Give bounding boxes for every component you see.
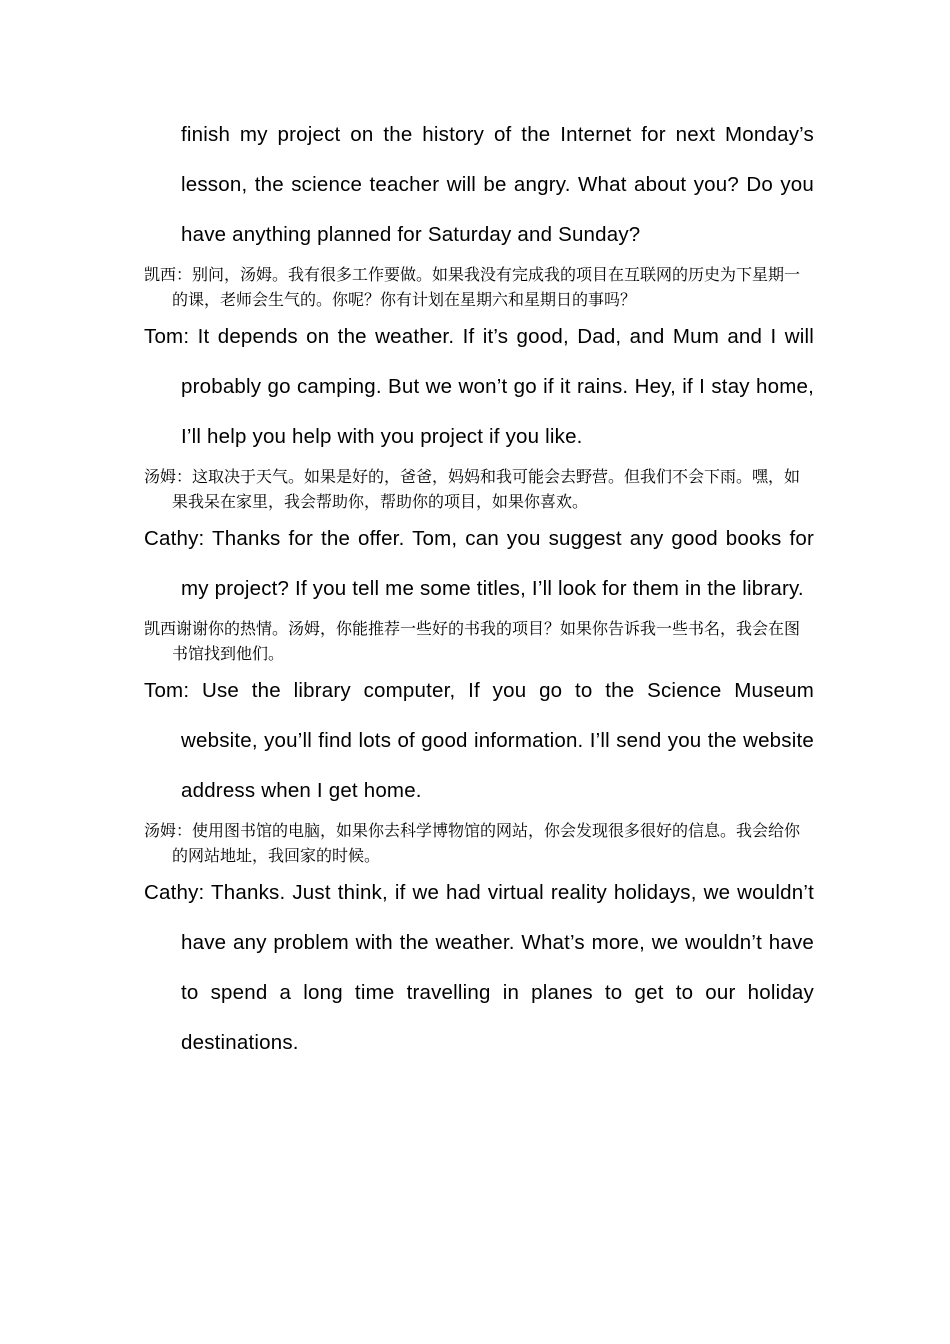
english-line-tom-2: Tom: Use the library computer, If you go to the Science Museum website, you’ll find lots of good information. I’ll send you the website address when I get home. — [144, 679, 814, 802]
english-line-cathy-2: Cathy: Thanks for the offer. Tom, can you suggest any good books for my project? If you tell me some titles, I’ll look for them in the library. — [144, 527, 814, 600]
chinese-translation-2: 汤姆：这取决于天气。如果是好的，爸爸，妈妈和我可能会去野营。但我们不会下雨。嘿，如果我呆在家里，我会帮助你，帮助你的项目，如果你喜欢。 — [144, 467, 801, 511]
english-line-cathy-3: Cathy: Thanks. Just think, if we had virtual reality holidays, we wouldn’t have any problem with the weather. What’s more, we wouldn’t have to spend a long time travelling in planes to get to our holiday destinations. — [144, 881, 814, 1054]
chinese-translation-3: 凯西谢谢你的热情。汤姆，你能推荐一些好的书我的项目？如果你告诉我一些书名，我会在图书馆找到他们。 — [144, 619, 801, 663]
english-line-cathy-1: finish my project on the history of the Internet for next Monday’s lesson, the science teacher will be angry. What about you? Do you have anything planned for Saturday and Sunday? — [181, 123, 814, 246]
english-line-tom-1: Tom: It depends on the weather. If it’s good, Dad, and Mum and I will probably go camping. But we won’t go if it rains. Hey, if I stay home, I’ll help you help with you project if you like. — [144, 325, 814, 448]
chinese-translation-4: 汤姆：使用图书馆的电脑，如果你去科学博物馆的网站，你会发现很多很好的信息。我会给你的网站地址，我回家的时候。 — [144, 821, 801, 865]
chinese-translation-1: 凯西：别问，汤姆。我有很多工作要做。如果我没有完成我的项目在互联网的历史为下星期一的课，老师会生气的。你呢？你有计划在星期六和星期日的事吗？ — [144, 265, 801, 309]
dialogue-text — [144, 110, 814, 1068]
